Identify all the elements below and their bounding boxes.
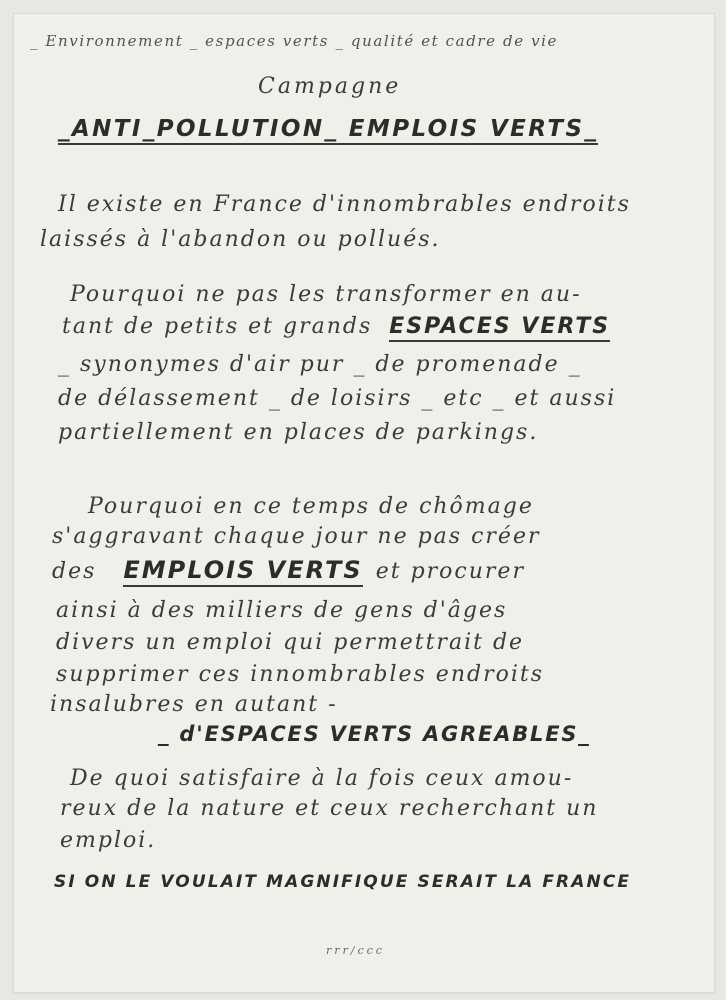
paragraph-3-line-text: des — [52, 559, 97, 584]
paragraph-3-line — [52, 556, 525, 584]
emplois-verts-emphasis: EMPLOIS VERTS — [123, 556, 362, 587]
paragraph-3 — [50, 494, 708, 764]
paragraph-3-line-text: et procurer — [375, 559, 525, 584]
paragraph-2-line: de délassement _ de loisirs _ etc _ et aussi — [58, 386, 617, 411]
paragraph-4-line: emploi. — [60, 828, 157, 853]
espaces-verts-emphasis: ESPACES VERTS — [389, 314, 610, 342]
paper-sheet — [14, 14, 714, 992]
headline: _ANTI_POLLUTION_ EMPLOIS VERTS_ — [58, 116, 598, 145]
paragraph-2-line: partiellement en places de parkings. — [58, 420, 539, 445]
closing-slogan: SI ON LE VOULAIT MAGNIFIQUE SERAIT LA FRANCE — [54, 872, 632, 892]
paragraph-1 — [40, 192, 708, 272]
footer-mark: rrr/ccc — [326, 944, 385, 957]
paragraph-2 — [58, 282, 710, 462]
topic-line: _ Environnement _ espaces verts _ qualité et cadre de vie — [30, 32, 559, 50]
paragraph-3-line: insalubres en autant - — [50, 692, 338, 717]
espaces-verts-agreables-emphasis: _ d'ESPACES VERTS AGREABLES_ — [158, 722, 591, 746]
paragraph-2-line-text: tant de petits et grands — [62, 314, 373, 339]
paragraph-3-line: ainsi à des milliers de gens d'âges — [56, 598, 508, 623]
paragraph-3-line: supprimer ces innombrables endroits — [56, 662, 545, 687]
paragraph-4 — [60, 766, 710, 876]
paragraph-3-line: Pourquoi en ce temps de chômage — [88, 494, 534, 519]
paragraph-2-line — [62, 314, 610, 339]
paragraph-3-line: s'aggravant chaque jour ne pas créer — [52, 524, 541, 549]
campaign-label: Campagne — [258, 74, 402, 99]
paragraph-1-line: laissés à l'abandon ou pollués. — [40, 227, 441, 252]
paragraph-3-line: divers un emploi qui permettrait de — [56, 630, 525, 655]
paragraph-1-line: Il existe en France d'innombrables endroits — [58, 192, 631, 217]
paragraph-4-line: reux de la nature et ceux recherchant un — [60, 796, 599, 821]
paragraph-4-line: De quoi satisfaire à la fois ceux amou- — [70, 766, 574, 791]
paragraph-2-line: _ synonymes d'air pur _ de promenade _ — [58, 352, 582, 377]
paragraph-2-line: Pourquoi ne pas les transformer en au- — [70, 282, 582, 307]
